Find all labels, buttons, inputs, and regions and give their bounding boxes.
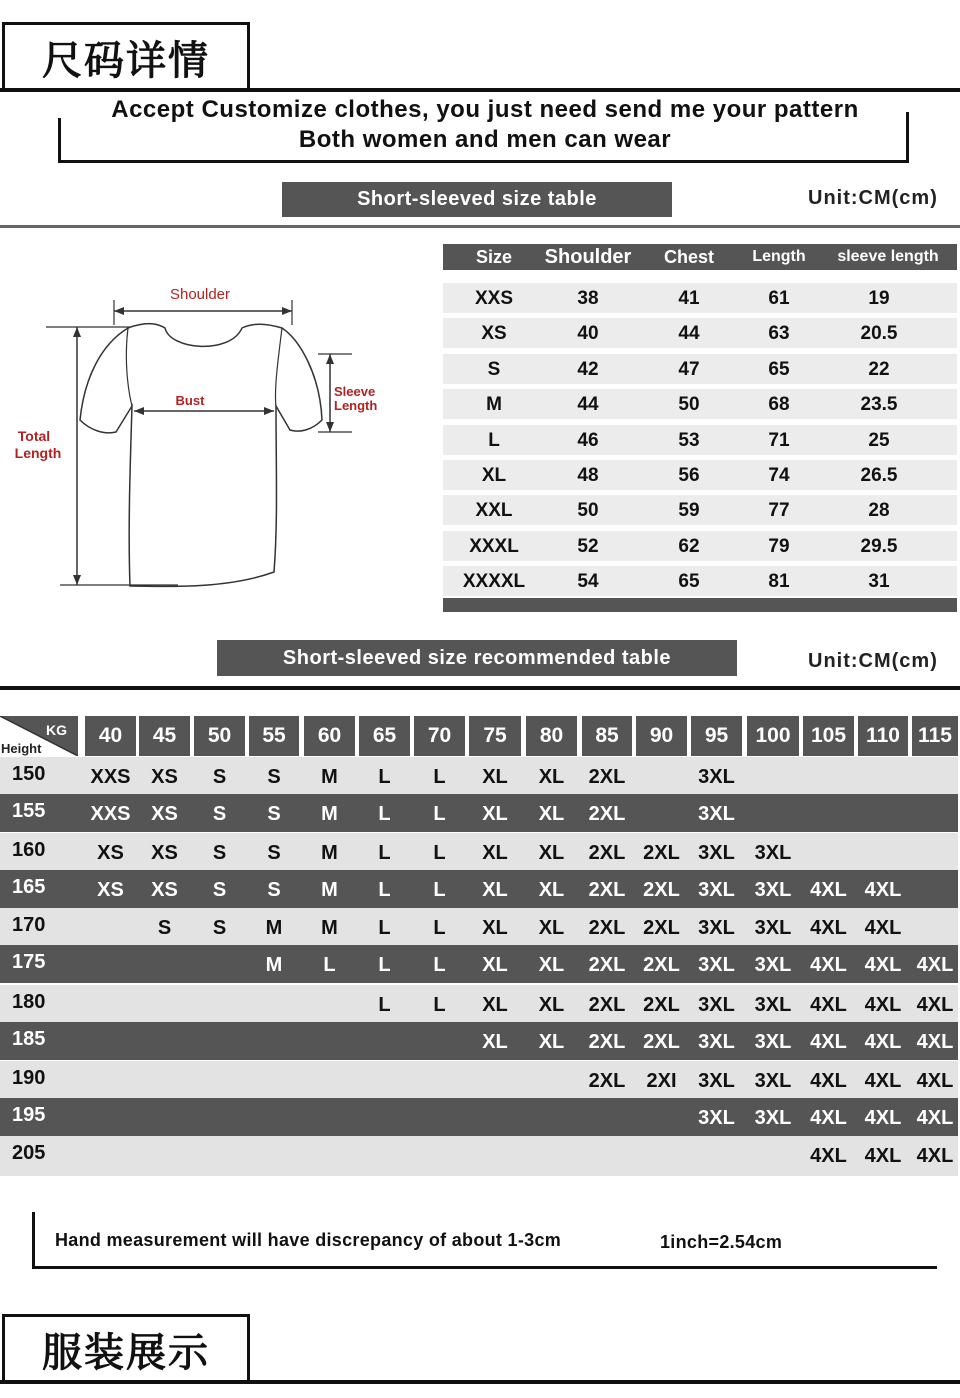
size-cell: S <box>212 879 227 901</box>
weight-header: 75 <box>469 716 521 756</box>
rec-table-row <box>0 870 958 908</box>
cell-sleeve: 29.5 <box>860 535 898 557</box>
cell-shoulder: 50 <box>577 500 599 522</box>
size-cell: L <box>433 994 446 1016</box>
rec-table-row <box>0 794 958 832</box>
size-cell: 2XL <box>643 994 680 1016</box>
intro-line-1: Accept Customize clothes, you just need send me your pattern <box>111 96 859 123</box>
cell-chest: 41 <box>678 288 700 309</box>
label-total-1: Total <box>17 428 51 444</box>
size-cell: S <box>267 842 281 864</box>
size-cell: 2XI <box>646 1070 677 1092</box>
cell-size: XS <box>481 323 507 345</box>
size-cell: XL <box>482 917 508 939</box>
size-cell: S <box>212 803 227 825</box>
cell-length: 77 <box>768 500 790 522</box>
row-height: 185 <box>12 1028 46 1050</box>
col-length: Length <box>752 248 806 265</box>
cell-chest: 47 <box>678 358 700 380</box>
label-sleeve-1: Sleeve <box>334 384 376 399</box>
rec-table-row <box>0 908 958 946</box>
cell-shoulder: 46 <box>577 429 599 451</box>
size-cell: 4XL <box>864 1070 902 1092</box>
weight-header: 50 <box>194 716 245 756</box>
size-cell: XL <box>538 954 565 976</box>
size-cell: XL <box>538 842 565 864</box>
cell-size: XXXL <box>469 535 519 557</box>
note-bracket-bottom <box>32 1266 937 1269</box>
size-cell: XS <box>151 842 178 864</box>
note-discrepancy: Hand measurement will have discrepancy of about 1-3cm <box>55 1230 562 1250</box>
size-cell: 2XL <box>643 842 680 864</box>
page-title: 尺码详情 <box>42 36 210 84</box>
rec-table-row <box>0 833 958 871</box>
size-cell: L <box>378 766 391 788</box>
cell-chest: 44 <box>678 323 700 345</box>
size-cell: XL <box>538 803 565 825</box>
size-cell: 3XL <box>698 803 735 825</box>
size-cell: S <box>157 917 172 939</box>
intro-line-2: Both women and men can wear <box>298 126 672 153</box>
cell-chest: 65 <box>678 571 700 593</box>
cell-sleeve: 22 <box>868 358 890 380</box>
cell-sleeve: 26.5 <box>860 465 898 486</box>
size-cell: L <box>378 917 391 939</box>
note-bracket-left <box>32 1212 35 1268</box>
label-total-2: Length <box>14 445 62 461</box>
cell-chest: 62 <box>678 535 700 557</box>
page-title-box <box>2 22 250 92</box>
size-table-row <box>443 460 957 490</box>
col-size: Size <box>475 247 513 267</box>
size-cell: 2XL <box>643 879 680 901</box>
size-cell: 4XL <box>864 879 902 901</box>
cell-length: 74 <box>768 465 790 486</box>
size-cell: 4XL <box>864 1031 902 1053</box>
weight-header: 115 <box>912 716 958 756</box>
size-cell: 4XL <box>916 1145 954 1167</box>
cell-size: XXXXL <box>462 571 526 593</box>
col-shoulder: Shoulder <box>544 246 632 268</box>
row-height: 190 <box>12 1067 46 1089</box>
size-cell: S <box>267 803 281 825</box>
cell-length: 65 <box>768 358 790 380</box>
size-cell: 3XL <box>754 994 792 1016</box>
size-cell: XL <box>482 994 508 1016</box>
size-cell: 2XL <box>588 954 626 976</box>
size-cell: 3XL <box>698 1070 735 1092</box>
row-height: 165 <box>12 876 46 898</box>
size-cell: XL <box>482 766 508 788</box>
size-cell: 4XL <box>916 1031 954 1053</box>
row-height: 205 <box>12 1142 46 1164</box>
size-cell: 4XL <box>916 1107 954 1129</box>
cell-chest: 50 <box>678 394 700 416</box>
cell-shoulder: 42 <box>577 358 599 380</box>
size-cell: 4XL <box>810 1145 847 1167</box>
size-cell: 3XL <box>698 879 735 901</box>
rec-table-row <box>0 1098 958 1136</box>
size-cell: 3XL <box>754 917 792 939</box>
size-cell: 2XL <box>643 1031 680 1053</box>
size-table-row <box>443 495 957 525</box>
row-height: 195 <box>12 1104 46 1126</box>
size-cell: M <box>321 842 338 864</box>
size-cell: M <box>265 954 283 976</box>
label-bust: Bust <box>175 393 205 408</box>
size-cell: XL <box>538 1031 565 1053</box>
cell-shoulder: 40 <box>577 323 599 345</box>
size-cell: 2XL <box>588 766 626 788</box>
size-cell: XS <box>97 842 124 864</box>
size-cell: 4XL <box>810 1107 847 1129</box>
row-height: 175 <box>12 951 46 973</box>
size-cell: 3XL <box>754 842 792 864</box>
size-cell: 4XL <box>864 994 902 1016</box>
weight-header: 40 <box>85 716 136 756</box>
row-height: 180 <box>12 991 46 1013</box>
weight-header: 70 <box>414 716 465 756</box>
size-cell: 4XL <box>916 994 954 1016</box>
tshirt-outline <box>80 324 322 587</box>
label-shoulder: Shoulder <box>169 286 231 303</box>
cell-shoulder: 54 <box>577 571 599 593</box>
note-inch: 1inch=2.54cm <box>660 1232 783 1252</box>
size-table-header <box>443 244 957 270</box>
weight-header: 65 <box>359 716 410 756</box>
size-cell: 3XL <box>698 954 735 976</box>
footer-rule <box>0 1380 960 1384</box>
size-cell: 4XL <box>916 1070 954 1092</box>
size-cell: L <box>433 842 446 864</box>
corner-kg: KG <box>46 722 67 738</box>
rec-table-row <box>0 757 958 795</box>
size-table-row <box>443 389 957 419</box>
cell-length: 63 <box>768 323 790 345</box>
rec-table-row <box>0 945 958 983</box>
size-cell: 4XL <box>864 917 902 939</box>
size-cell: XXS <box>90 766 131 788</box>
size-cell: 2XL <box>588 1031 626 1053</box>
size-cell: 3XL <box>698 766 735 788</box>
cell-length: 61 <box>768 288 790 309</box>
size-cell: S <box>212 842 227 864</box>
size-cell: 2XL <box>588 1070 626 1092</box>
rec-table-row <box>0 1136 958 1176</box>
footer-title-box <box>2 1314 250 1384</box>
tshirt-diagram <box>0 280 420 600</box>
row-height: 150 <box>12 763 46 785</box>
row-height: 160 <box>12 839 46 861</box>
weight-header: 110 <box>858 716 908 756</box>
rec-table-row <box>0 1061 958 1099</box>
size-cell: 4XL <box>916 954 954 976</box>
cell-shoulder: 38 <box>577 288 599 309</box>
size-cell: L <box>378 954 391 976</box>
size-cell: S <box>267 879 281 901</box>
rec-table-row <box>0 985 958 1023</box>
size-cell: L <box>433 879 446 901</box>
size-cell: XS <box>151 803 178 825</box>
size-cell: XL <box>482 803 508 825</box>
cell-size: S <box>487 358 501 380</box>
weight-header: 105 <box>803 716 854 756</box>
size-cell: 3XL <box>754 1107 792 1129</box>
size-cell: M <box>321 879 338 901</box>
size-cell: 2XL <box>643 954 680 976</box>
cell-size: M <box>486 394 502 416</box>
weight-header: 80 <box>526 716 577 756</box>
cell-shoulder: 48 <box>577 465 599 486</box>
size-table-row <box>443 425 957 455</box>
weight-header: 100 <box>747 716 799 756</box>
size-cell: XL <box>538 766 565 788</box>
size-table-row <box>443 283 957 313</box>
size-cell: S <box>212 917 227 939</box>
size-table-row <box>443 354 957 384</box>
cell-sleeve: 23.5 <box>860 394 898 416</box>
size-table-row <box>443 318 957 348</box>
size-cell: 3XL <box>754 1070 792 1092</box>
size-cell: M <box>265 917 283 939</box>
size-cell: 4XL <box>864 954 902 976</box>
size-cell: L <box>323 954 336 976</box>
rec-table-corner <box>0 716 78 756</box>
size-cell: XL <box>482 954 508 976</box>
size-cell: XS <box>151 879 178 901</box>
cell-sleeve: 20.5 <box>860 323 898 345</box>
size-cell: 3XL <box>698 1107 735 1129</box>
size-cell: 3XL <box>698 917 735 939</box>
cell-size: XXL <box>475 500 513 522</box>
cell-size: L <box>488 429 500 451</box>
size-section-rule <box>0 225 960 228</box>
size-cell: L <box>433 954 446 976</box>
size-cell: XS <box>97 879 124 901</box>
cell-chest: 53 <box>678 429 700 451</box>
col-chest: Chest <box>663 247 715 267</box>
row-height: 155 <box>12 800 46 822</box>
size-cell: 2XL <box>588 879 626 901</box>
size-cell: 4XL <box>810 1070 847 1092</box>
cell-length: 68 <box>768 394 790 416</box>
cell-size: XL <box>481 465 507 486</box>
size-cell: 3XL <box>698 994 735 1016</box>
size-table-unit: Unit:CM(cm) <box>808 187 938 209</box>
cell-sleeve: 25 <box>868 429 890 451</box>
size-cell: 3XL <box>754 879 792 901</box>
size-cell: XXS <box>90 803 131 825</box>
rec-table-unit: Unit:CM(cm) <box>808 650 938 672</box>
size-cell: M <box>321 803 338 825</box>
size-table-footer <box>443 598 957 612</box>
size-cell: 2XL <box>588 842 626 864</box>
size-cell: 4XL <box>810 879 847 901</box>
size-cell: 3XL <box>698 1031 735 1053</box>
size-cell: 4XL <box>810 917 847 939</box>
weight-header: 45 <box>139 716 190 756</box>
intro-bracket-bottom <box>58 160 909 163</box>
size-cell: XL <box>482 879 508 901</box>
row-height: 170 <box>12 914 46 936</box>
weight-header: 55 <box>249 716 299 756</box>
size-cell: XL <box>538 879 565 901</box>
size-cell: XS <box>151 766 178 788</box>
corner-height: Height <box>1 741 42 756</box>
weight-header: 95 <box>691 716 742 756</box>
label-sleeve-2: Length <box>334 398 378 413</box>
size-cell: 2XL <box>588 994 626 1016</box>
footer-title: 服装展示 <box>42 1328 210 1376</box>
rec-table-row <box>0 1022 958 1060</box>
size-cell: L <box>378 842 391 864</box>
header-rule <box>0 88 960 92</box>
size-cell: 3XL <box>698 842 735 864</box>
size-cell: 4XL <box>810 1031 847 1053</box>
size-cell: 4XL <box>810 994 847 1016</box>
weight-header: 60 <box>304 716 355 756</box>
cell-sleeve: 28 <box>868 500 890 522</box>
size-cell: M <box>321 766 338 788</box>
cell-length: 71 <box>768 429 790 451</box>
cell-size: XXS <box>474 288 514 309</box>
size-cell: 2XL <box>588 803 626 825</box>
size-cell: XL <box>538 917 565 939</box>
size-cell: 2XL <box>643 917 680 939</box>
size-cell: 4XL <box>864 1145 902 1167</box>
weight-header: 90 <box>636 716 687 756</box>
size-table-row <box>443 566 957 596</box>
cell-sleeve: 31 <box>868 571 890 593</box>
cell-sleeve: 19 <box>868 288 890 309</box>
size-cell: 4XL <box>864 1107 902 1129</box>
size-cell: S <box>212 766 227 788</box>
cell-chest: 59 <box>678 500 700 522</box>
size-cell: L <box>378 879 391 901</box>
size-cell: XL <box>538 994 565 1016</box>
size-table-banner: Short-sleeved size table <box>282 182 672 217</box>
weight-header: 85 <box>582 716 632 756</box>
col-sleeve-length: sleeve length <box>837 248 939 265</box>
size-cell: L <box>433 803 446 825</box>
size-cell: 3XL <box>754 1031 792 1053</box>
size-cell: 2XL <box>588 917 626 939</box>
rec-section-rule <box>0 686 960 690</box>
size-cell: L <box>378 994 391 1016</box>
size-cell: 4XL <box>810 954 847 976</box>
cell-chest: 56 <box>678 465 700 486</box>
cell-shoulder: 52 <box>577 535 599 557</box>
cell-shoulder: 44 <box>577 394 599 416</box>
cell-length: 79 <box>768 535 790 557</box>
size-cell: L <box>378 803 391 825</box>
size-cell: L <box>433 917 446 939</box>
rec-table-banner: Short-sleeved size recommended table <box>217 640 737 676</box>
size-cell: XL <box>482 842 508 864</box>
cell-length: 81 <box>768 571 790 593</box>
size-cell: S <box>267 766 281 788</box>
size-table-row <box>443 531 957 561</box>
size-cell: 3XL <box>754 954 792 976</box>
size-cell: XL <box>482 1031 508 1053</box>
size-cell: L <box>433 766 446 788</box>
size-cell: M <box>321 917 338 939</box>
